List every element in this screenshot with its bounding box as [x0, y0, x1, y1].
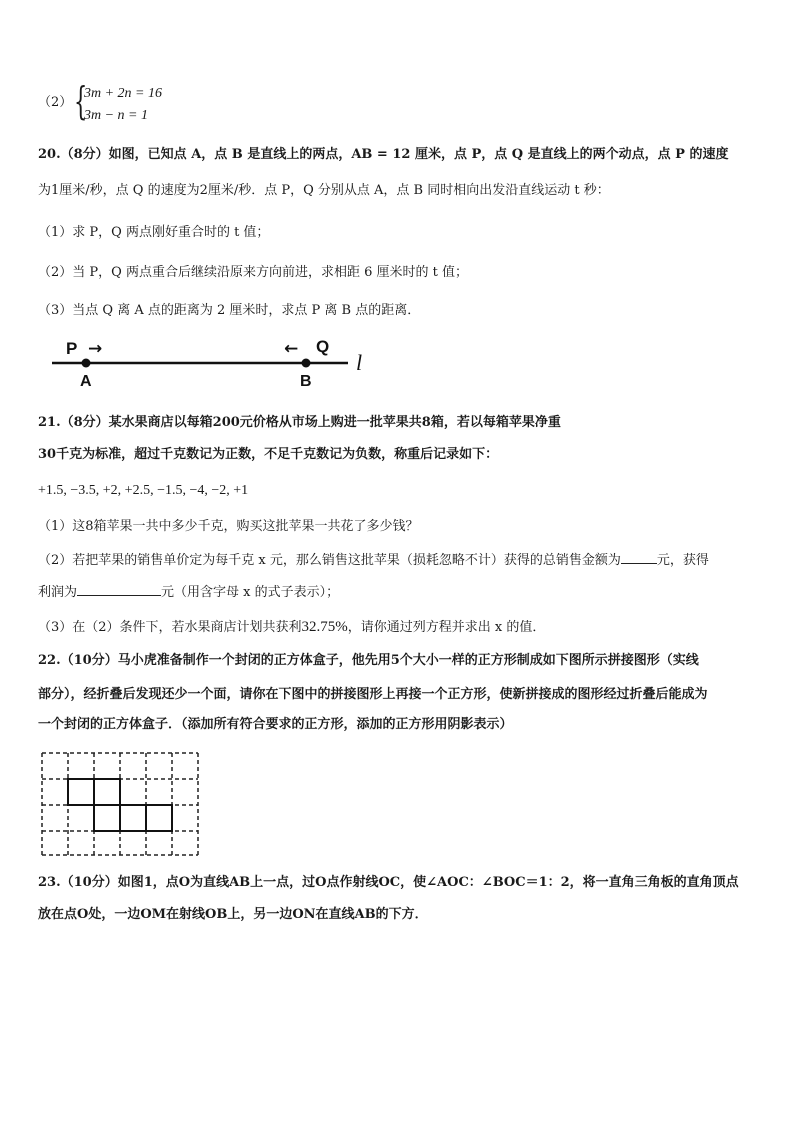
- q22-line2: 部分），经折叠后发现还少一个面，请你在下图中的拼接图形上再接一个正方形，使新拼接成的图形经过折叠后能成为: [38, 687, 708, 702]
- label-b: B: [300, 373, 312, 390]
- point-a-dot: [82, 359, 91, 368]
- q23-line2: 放在点O处，一边OM在射线OB上，另一边ON在直线AB的下方．: [38, 907, 428, 922]
- answer-blank-profit[interactable]: [77, 582, 161, 596]
- arrow-q: ←: [284, 339, 299, 359]
- q21-part3: [38, 618, 545, 637]
- point-b-dot: [302, 359, 311, 368]
- part-label: （2）: [38, 95, 73, 110]
- q20-part1: （1）求 P，Q 两点刚好重合时的 t 值；: [38, 225, 270, 240]
- q23-line1: 23.（10分）如图1，点O为直线AB上一点，过O点作射线OC，使∠AOC：∠BOC＝1：2，将一直角三角板的直角顶点: [38, 875, 739, 890]
- line-figure: [40, 332, 380, 392]
- label-a: A: [80, 373, 92, 390]
- answer-blank-revenue[interactable]: [621, 550, 657, 564]
- q21-stem-line2: 30千克为标准，超过千克数记为正数，不足千克数记为负数，称重后记录如下：: [38, 447, 499, 462]
- part2-text-a: （2）若把苹果的销售单价定为每千克 x 元，那么销售这批苹果（损耗忽略不计）获得的总销售金额为: [38, 553, 621, 568]
- q21-part1: （1）这8箱苹果一共中多少千克，购买这批苹果一共花了多少钱？: [38, 519, 419, 534]
- q20-stem-line1: 20.（8分）如图，已知点 A，点 B 是直线上的两点，AB = 12 厘米，点 P，点 Q 是直线上的两个动点，点 P 的速度: [38, 147, 729, 162]
- q21-records: +1.5, −3.5, +2, +2.5, −1.5, −4, −2, +1: [38, 483, 249, 498]
- q21-part2-line2: [38, 582, 339, 602]
- part3-text-b: ，请你通过列方程并求出 x 的值．: [347, 620, 546, 635]
- part3-text-a: （3）在（2）条件下，若水果商店计划共获利: [38, 620, 302, 635]
- q21-stem-line1: 21.（8分）某水果商店以每箱200元价格从市场上购进一批苹果共8箱，若以每箱苹果净重: [38, 415, 561, 430]
- arrow-p: →: [88, 339, 103, 359]
- q22-line3: 一个封闭的正方体盒子．（添加所有符合要求的正方形，添加的正方形用阴影表示）: [38, 717, 513, 732]
- q22-line1: 22.（10分）马小虎准备制作一个封闭的正方体盒子，他先用5个大小一样的正方形制成如下图所示拼接图形（实线: [38, 653, 699, 668]
- q20-part3: （3）当点 Q 离 A 点的距离为 2 厘米时，求点 P 离 B 点的距离．: [38, 303, 421, 318]
- cube-net-squares: [68, 779, 172, 831]
- q20-stem-line2: 为1厘米/秒，点 Q 的速度为2厘米/秒．点 P，Q 分别从点 A，点 B 同时相向出发沿直线运动 t 秒：: [38, 183, 610, 198]
- equation-1: 3m + 2n = 16: [84, 86, 163, 101]
- net-grid-figure: [40, 751, 202, 857]
- label-p: P: [66, 339, 78, 358]
- q20-part2: （2）当 P，Q 两点重合后继续沿原来方向前进，求相距 6 厘米时的 t 值；: [38, 265, 468, 280]
- part2-text-d: 元（用含字母 x 的式子表示）；: [161, 585, 340, 600]
- equation-2: 3m − n = 1: [84, 108, 149, 123]
- label-q: Q: [316, 337, 330, 356]
- q21-part2-line1: [38, 550, 709, 570]
- brace-symbol: {: [74, 79, 88, 123]
- label-l: l: [356, 350, 363, 375]
- part2-text-b: 元，获得: [656, 553, 709, 568]
- part2-text-c: 利润为: [38, 585, 78, 600]
- part3-percent: 32.75%: [301, 619, 348, 635]
